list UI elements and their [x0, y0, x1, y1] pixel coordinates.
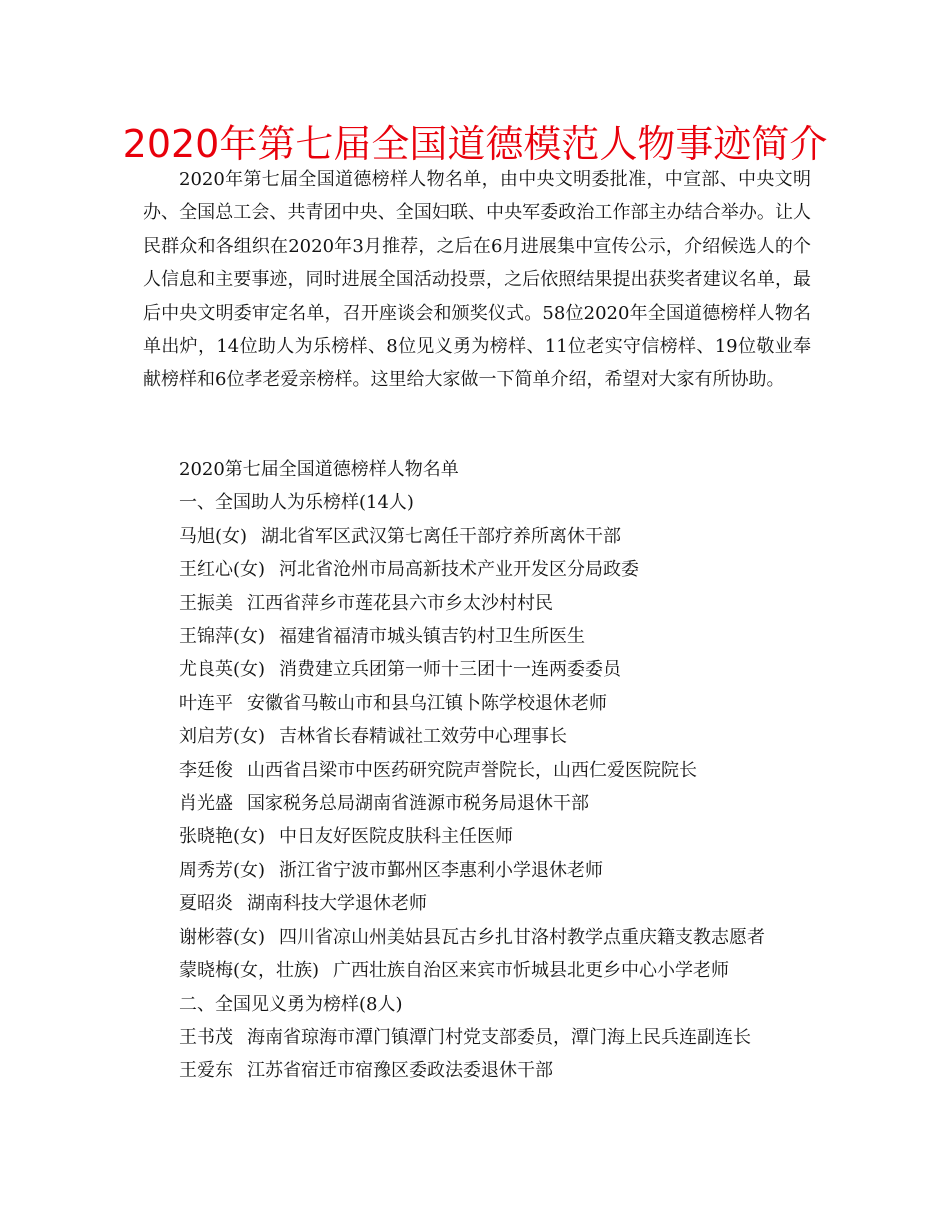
person-name: 张晓艳(女)	[179, 826, 266, 848]
section-heading-2: 二、全国见义勇为榜样(8人)	[179, 993, 403, 1015]
list-item	[179, 854, 819, 887]
person-desc: 湖北省军区武汉第七离任干部疗养所离休干部	[261, 525, 622, 547]
name-list	[179, 453, 819, 1088]
section-heading-1: 一、全国助人为乐榜样(14人)	[179, 492, 414, 514]
person-desc: 广西壮族自治区来宾市忻城县北更乡中心小学老师	[333, 960, 730, 982]
person-name: 王锦萍(女)	[179, 626, 266, 648]
person-name: 夏昭炎	[179, 893, 233, 915]
person-name: 刘启芳(女)	[179, 726, 266, 748]
list-item	[179, 520, 819, 553]
person-name: 蒙晓梅(女，壮族)	[179, 960, 320, 982]
list-item	[179, 1021, 819, 1054]
person-name: 肖光盛	[179, 793, 233, 815]
list-item	[179, 921, 819, 954]
person-desc: 海南省琼海市潭门镇潭门村党支部委员，潭门海上民兵连副连长	[247, 1026, 751, 1048]
list-item	[179, 687, 819, 720]
list-item	[179, 954, 819, 987]
person-name: 周秀芳(女)	[179, 859, 266, 881]
person-desc: 安徽省马鞍山市和县乌江镇卜陈学校退休老师	[247, 692, 607, 714]
person-name: 李廷俊	[179, 759, 233, 781]
person-name: 王振美	[179, 592, 233, 614]
person-desc: 消费建立兵团第一师十三团十一连两委委员	[279, 659, 622, 681]
list-item	[179, 787, 819, 820]
person-name: 谢彬蓉(女)	[179, 926, 266, 948]
intro-paragraph: 2020年第七届全国道德榜样人物名单，由中央文明委批准，中宣部、中央文明办、全国总工会、共青团中央、全国妇联、中央军委政治工作部主办结合举办。让人民群众和各组织在2020年3月推荐，之后在6月进展集中宣传公示，介绍候选人的个人信息和主要事迹，同时进展全国活动投票，之后依照结果提出获奖者建议名单，最后中央文明委审定名单，召开座谈会和颁奖仪式。58位2020年全国道德榜样人物名单出炉，14位助人为乐榜样、8位见义勇为榜样、11位老实守信榜样、19位敬业奉献榜样和6位孝老爱亲榜样。这里给大家做一下简单介绍，希望对大家有所协助。	[143, 169, 811, 391]
list-item	[179, 720, 819, 753]
list-item	[179, 754, 819, 787]
person-name: 王爱东	[179, 1060, 233, 1082]
list-item	[179, 1054, 819, 1087]
list-item	[179, 587, 819, 620]
person-desc: 福建省福清市城头镇吉钓村卫生所医生	[279, 626, 586, 648]
person-desc: 浙江省宁波市鄞州区李惠利小学退休老师	[279, 859, 604, 881]
person-desc: 江苏省宿迁市宿豫区委政法委退休干部	[247, 1060, 553, 1082]
list-heading: 2020第七届全国道德榜样人物名单	[179, 459, 459, 480]
person-desc: 山西省吕梁市中医药研究院声誉院长，山西仁爱医院院长	[247, 759, 697, 781]
person-name: 王红心(女)	[179, 559, 266, 581]
person-desc: 中日友好医院皮肤科主任医师	[279, 826, 514, 848]
person-name: 王书茂	[179, 1026, 233, 1048]
person-name: 尤良英(女)	[179, 659, 266, 681]
list-item	[179, 553, 819, 586]
list-item	[179, 653, 819, 686]
list-item	[179, 620, 819, 653]
person-name: 叶连平	[179, 692, 233, 714]
person-desc: 江西省萍乡市莲花县六市乡太沙村村民	[247, 592, 553, 614]
person-desc: 四川省凉山州美姑县瓦古乡扎甘洛村教学点重庆籍支教志愿者	[279, 926, 766, 948]
list-item	[179, 887, 819, 920]
document-title: 2020年第七届全国道德模范人物事迹简介	[122, 122, 828, 166]
person-desc: 国家税务总局湖南省涟源市税务局退休干部	[247, 793, 589, 815]
person-name: 马旭(女)	[179, 525, 248, 547]
person-desc: 吉林省长春精诚社工效劳中心理事长	[279, 726, 568, 748]
person-desc: 湖南科技大学退休老师	[247, 893, 427, 915]
list-item	[179, 820, 819, 853]
person-desc: 河北省沧州市局高新技术产业开发区分局政委	[279, 559, 640, 581]
